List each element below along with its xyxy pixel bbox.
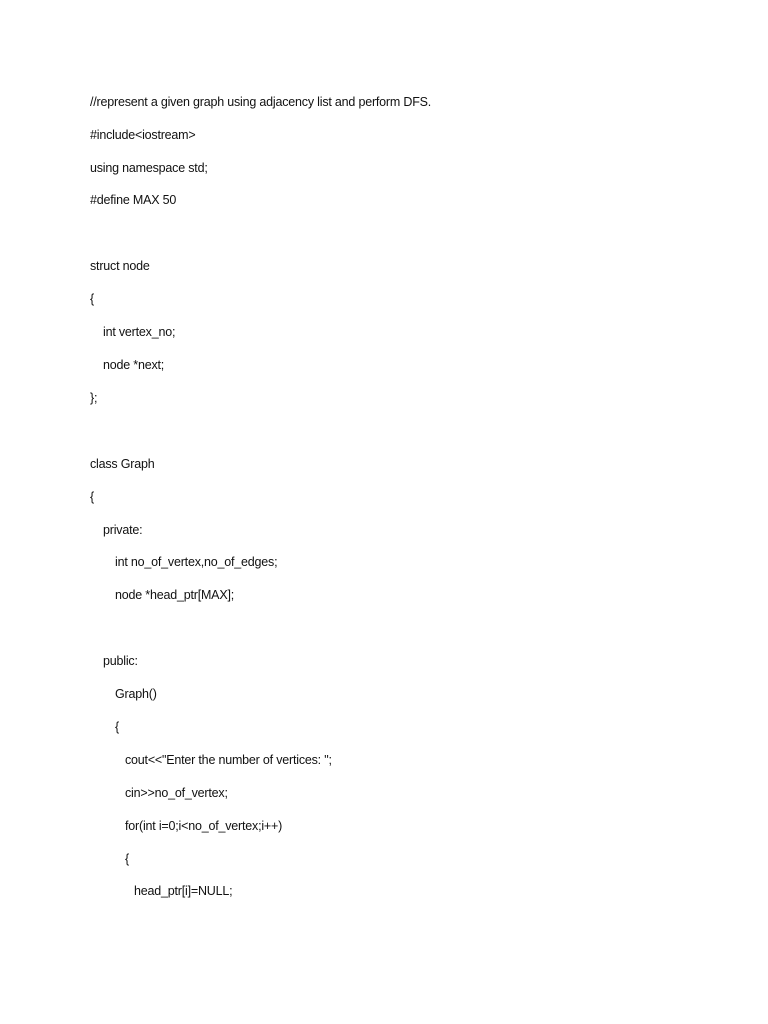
- code-line: for(int i=0;i<no_of_vertex;i++): [125, 819, 283, 833]
- code-line: {: [90, 490, 94, 504]
- code-line: Graph(): [115, 687, 157, 701]
- code-line: struct node: [90, 259, 150, 273]
- code-line: int vertex_no;: [103, 325, 176, 339]
- code-line: cin>>no_of_vertex;: [125, 786, 228, 800]
- code-line: cout<<"Enter the number of vertices: ";: [125, 753, 332, 767]
- code-line: private:: [103, 523, 143, 537]
- code-line: #include<iostream>: [90, 128, 196, 142]
- code-line: #define MAX 50: [90, 193, 177, 207]
- code-line: {: [125, 852, 129, 866]
- code-line: public:: [103, 654, 138, 668]
- code-line: using namespace std;: [90, 161, 208, 175]
- code-line: {: [115, 720, 119, 734]
- code-line: node *next;: [103, 358, 165, 372]
- code-line: int no_of_vertex,no_of_edges;: [115, 555, 278, 569]
- code-line: node *head_ptr[MAX];: [115, 588, 234, 602]
- code-line: //represent a given graph using adjacency list and perform DFS.: [90, 95, 432, 109]
- code-line: };: [90, 391, 98, 405]
- code-line: {: [90, 292, 94, 306]
- code-line: class Graph: [90, 457, 155, 471]
- code-line: head_ptr[i]=NULL;: [134, 884, 233, 898]
